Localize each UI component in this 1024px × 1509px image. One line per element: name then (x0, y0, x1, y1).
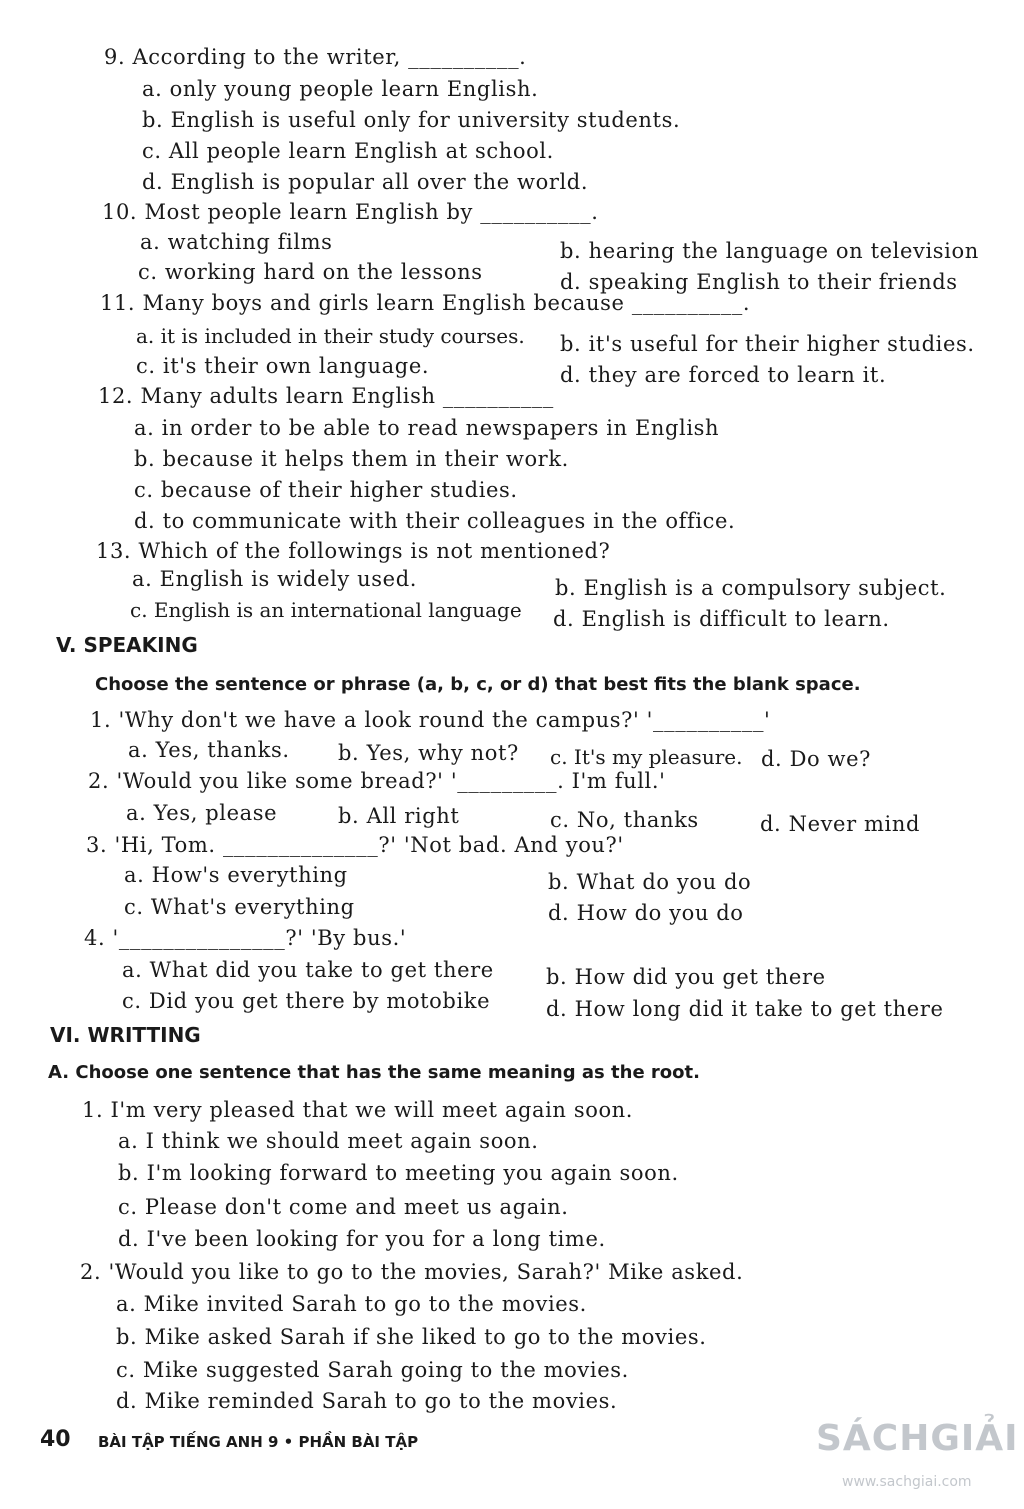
speaking-question-1-option-d: d. Do we? (761, 747, 872, 771)
question-11-option-b: b. it's useful for their higher studies. (560, 332, 975, 356)
writing-instruction: A. Choose one sentence that has the same meaning as the root. (48, 1062, 700, 1083)
speaking-question-3-option-a: a. How's everything (124, 863, 348, 887)
speaking-question-1-option-b: b. Yes, why not? (338, 741, 519, 765)
speaking-question-1-stem: 1. 'Why don't we have a look round the campus?' '__________' (90, 708, 771, 732)
speaking-question-1-option-c: c. It's my pleasure. (550, 745, 743, 769)
watermark-logo: SÁCHGIẢI (816, 1418, 1019, 1459)
writing-question-1-option-c: c. Please don't come and meet us again. (118, 1195, 569, 1219)
question-10-option-d: d. speaking English to their friends (560, 270, 958, 294)
speaking-question-3-option-b: b. What do you do (548, 870, 752, 894)
writing-question-2-option-c: c. Mike suggested Sarah going to the movies. (116, 1358, 629, 1382)
question-13-option-a: a. English is widely used. (132, 567, 418, 591)
question-9-option-d: d. English is popular all over the world. (142, 170, 589, 194)
question-11-option-c: c. it's their own language. (136, 354, 430, 378)
speaking-question-3-option-c: c. What's everything (124, 895, 355, 919)
watermark-url: www.sachgiai.com (842, 1474, 972, 1490)
speaking-question-2-stem: 2. 'Would you like some bread?' '_________. I'm full.' (88, 769, 666, 793)
question-13-stem: 13. Which of the followings is not mentioned? (96, 539, 611, 563)
question-11-option-d: d. they are forced to learn it. (560, 363, 887, 387)
writing-question-2-stem: 2. 'Would you like to go to the movies, Sarah?' Mike asked. (80, 1260, 744, 1284)
question-13-option-b: b. English is a compulsory subject. (555, 576, 947, 600)
speaking-question-3-stem: 3. 'Hi, Tom. ______________?' 'Not bad. And you?' (86, 833, 624, 857)
writing-question-1-option-d: d. I've been looking for you for a long time. (118, 1227, 606, 1251)
question-10-option-a: a. watching films (140, 230, 333, 254)
speaking-question-2-option-b: b. All right (338, 804, 460, 828)
writing-question-1-stem: 1. I'm very pleased that we will meet again soon. (82, 1098, 634, 1122)
page-number: 40 (40, 1427, 71, 1452)
question-10-stem: 10. Most people learn English by __________. (102, 200, 599, 224)
speaking-question-4-option-c: c. Did you get there by motobike (122, 989, 491, 1013)
speaking-question-4-stem: 4. '_______________?' 'By bus.' (84, 926, 407, 950)
question-9-stem: 9. According to the writer, __________. (104, 45, 527, 69)
question-12-option-d: d. to communicate with their colleagues in the office. (134, 509, 736, 533)
question-12-option-a: a. in order to be able to read newspapers in English (134, 416, 720, 440)
speaking-question-1-option-a: a. Yes, thanks. (128, 738, 290, 762)
question-9-option-b: b. English is useful only for university students. (142, 108, 681, 132)
speaking-question-2-option-d: d. Never mind (760, 812, 920, 836)
question-13-option-c: c. English is an international language (130, 598, 522, 622)
writing-question-2-option-a: a. Mike invited Sarah to go to the movies. (116, 1292, 587, 1316)
question-11-stem: 11. Many boys and girls learn English because __________. (100, 291, 751, 315)
speaking-question-2-option-c: c. No, thanks (550, 808, 699, 832)
question-12-option-b: b. because it helps them in their work. (134, 447, 569, 471)
speaking-question-4-option-d: d. How long did it take to get there (546, 997, 944, 1021)
writing-question-2-option-d: d. Mike reminded Sarah to go to the movies. (116, 1389, 618, 1413)
writing-question-1-option-a: a. I think we should meet again soon. (118, 1129, 539, 1153)
question-9-option-a: a. only young people learn English. (142, 77, 539, 101)
writing-heading: VI. WRITTING (50, 1023, 201, 1047)
question-10-option-c: c. working hard on the lessons (138, 260, 483, 284)
writing-question-1-option-b: b. I'm looking forward to meeting you again soon. (118, 1161, 679, 1185)
question-12-option-c: c. because of their higher studies. (134, 478, 518, 502)
question-13-option-d: d. English is difficult to learn. (553, 607, 890, 631)
writing-question-2-option-b: b. Mike asked Sarah if she liked to go to the movies. (116, 1325, 707, 1349)
question-12-stem: 12. Many adults learn English __________ (98, 384, 554, 408)
speaking-question-3-option-d: d. How do you do (548, 901, 744, 925)
book-title: BÀI TẬP TIẾNG ANH 9 • PHẦN BÀI TẬP (98, 1433, 419, 1451)
speaking-question-2-option-a: a. Yes, please (126, 801, 278, 825)
speaking-heading: V. SPEAKING (56, 633, 198, 657)
question-11-option-a: a. it is included in their study courses. (136, 324, 525, 348)
question-10-option-b: b. hearing the language on television (560, 239, 979, 263)
speaking-question-4-option-a: a. What did you take to get there (122, 958, 494, 982)
speaking-instruction: Choose the sentence or phrase (a, b, c, or d) that best fits the blank space. (95, 674, 861, 695)
speaking-question-4-option-b: b. How did you get there (546, 965, 826, 989)
question-9-option-c: c. All people learn English at school. (142, 139, 554, 163)
